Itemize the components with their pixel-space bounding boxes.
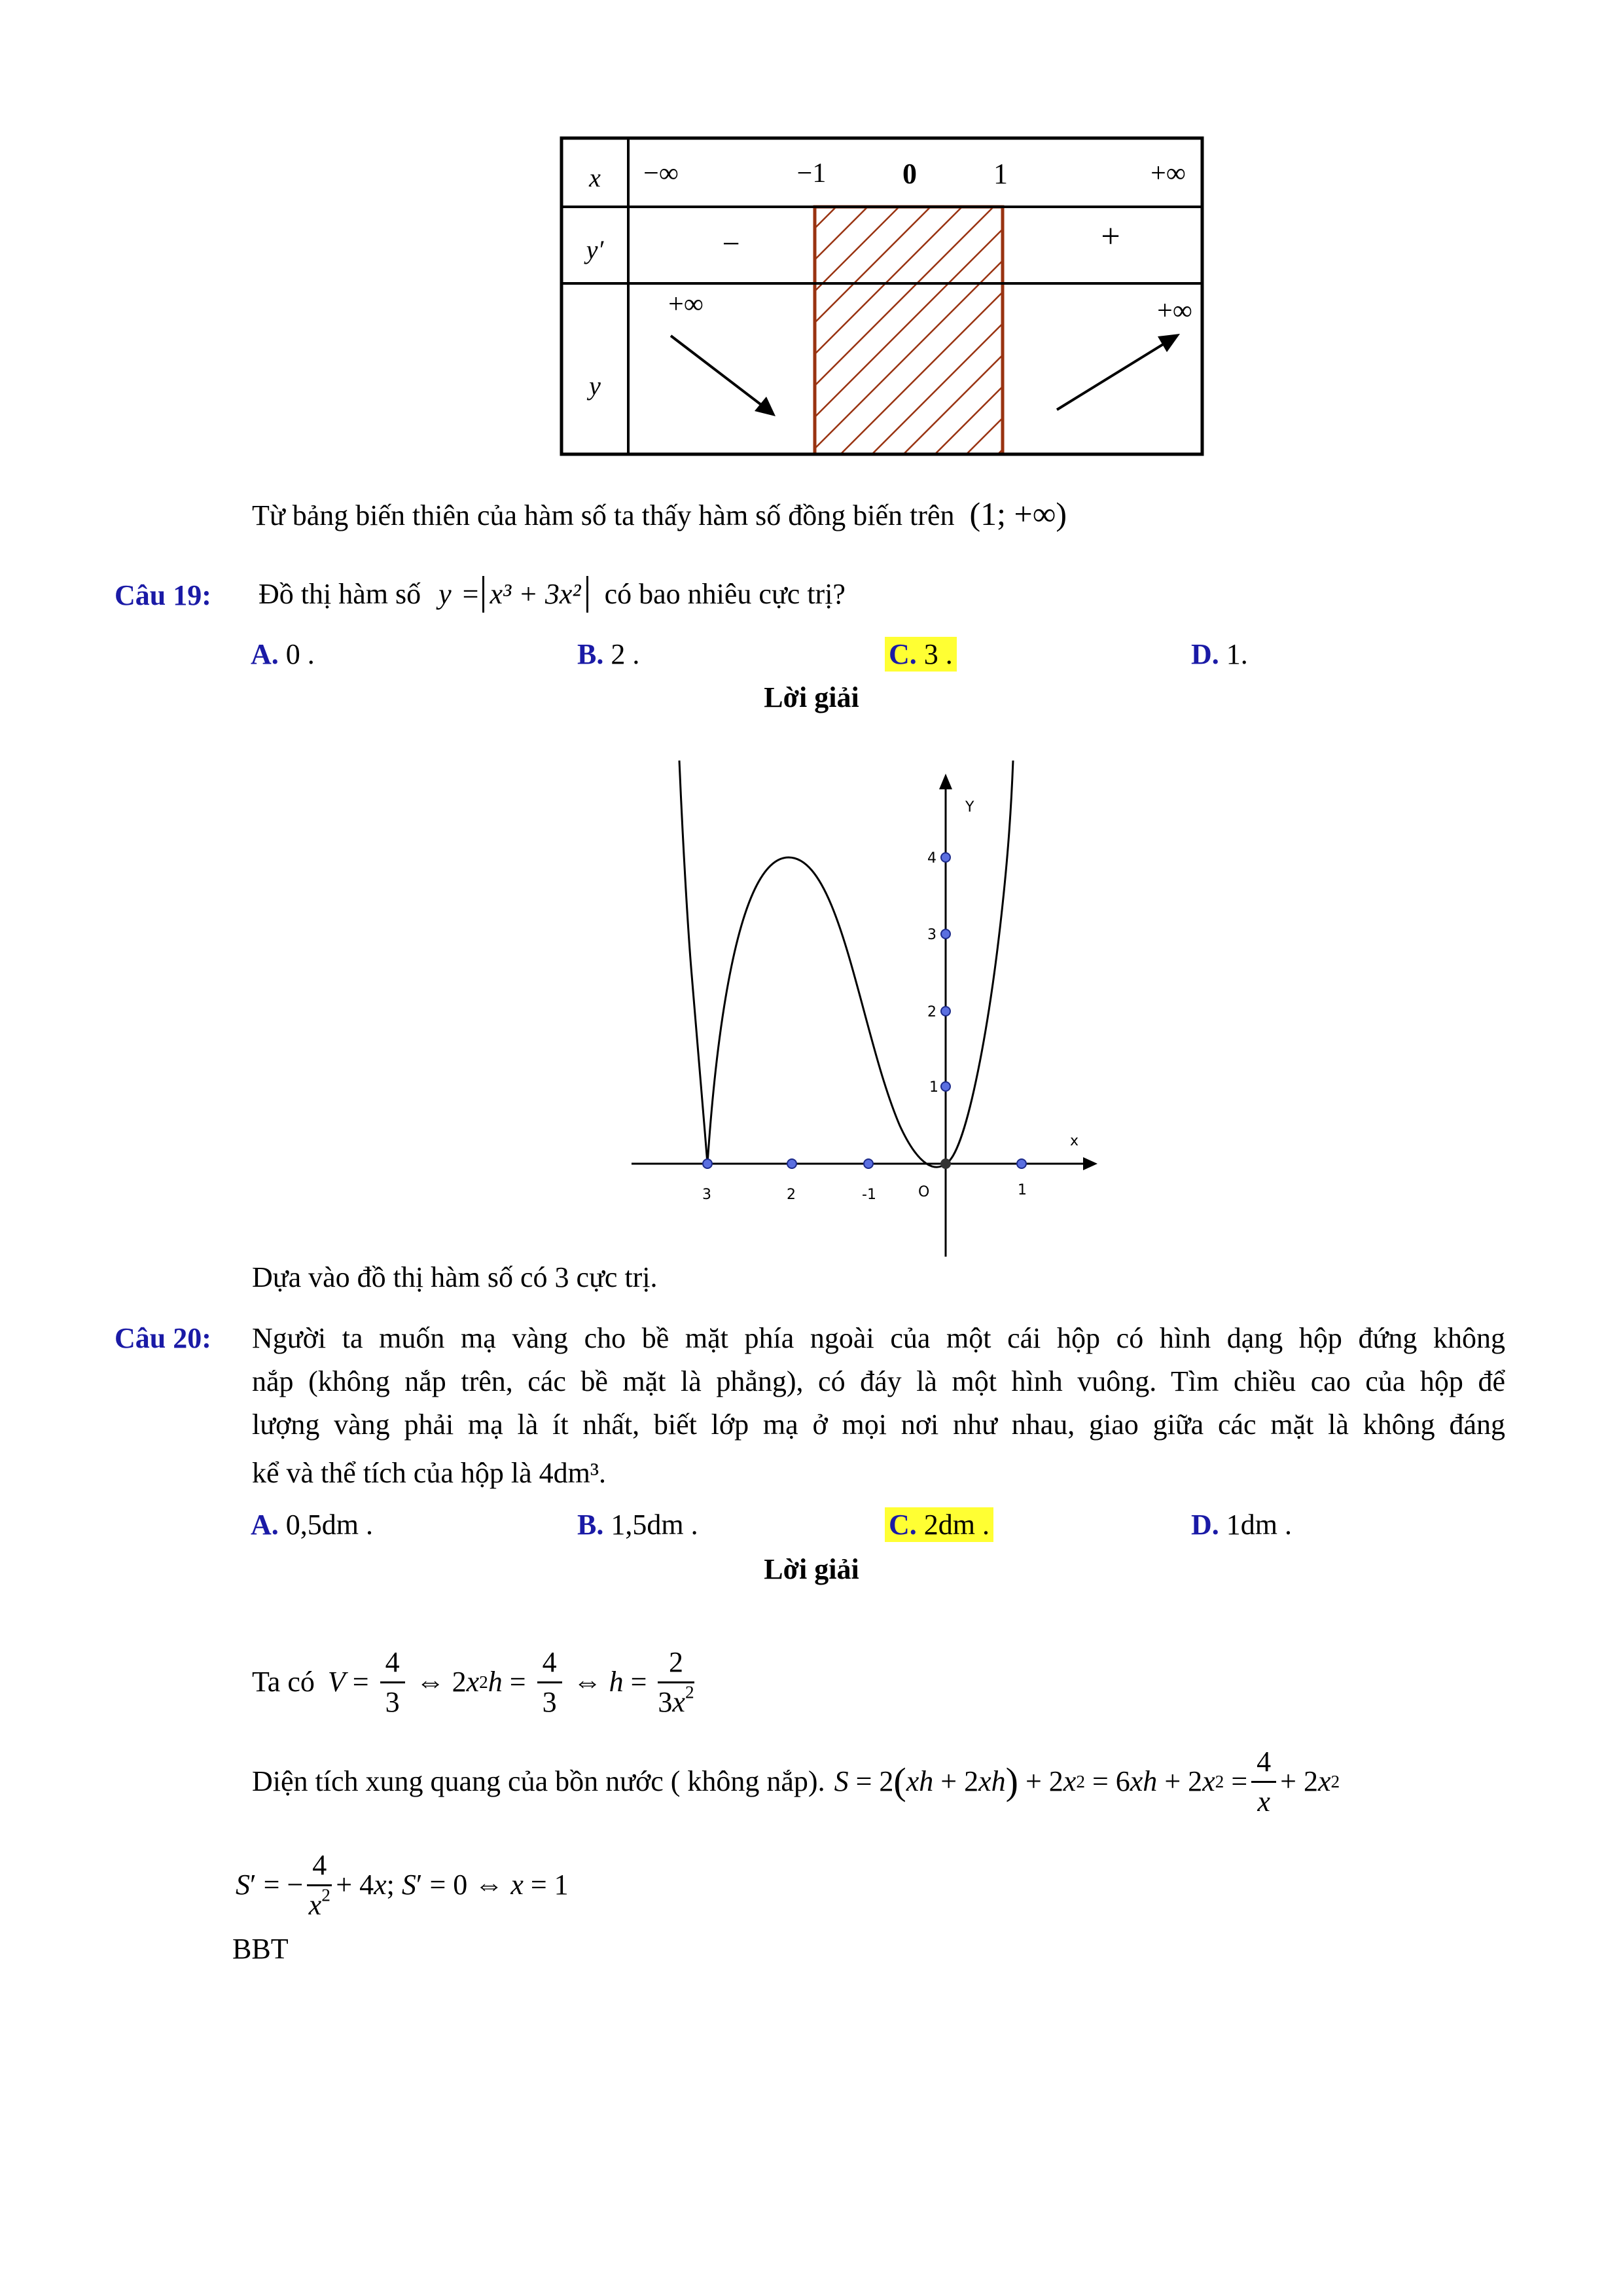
question-19-text: Đồ thị hàm số y = x³ + 3x² có bao nhiêu cực trị?: [259, 575, 846, 614]
y-value: +∞: [1157, 296, 1192, 326]
y-tick-point: [941, 1082, 950, 1091]
option-d[interactable]: D. 1dm .: [1191, 1509, 1293, 1541]
y-tick-label: 2: [927, 1004, 936, 1020]
x-tick-point: [787, 1159, 796, 1168]
solution-step-1: Ta có V = $\frac{4}{3}$ ⇔ 2 x 2 h = $\frac{4}{3}$ ⇔ h = $\frac{2}{3x^2}$: [252, 1636, 698, 1728]
option-c-correct[interactable]: C. 3 .: [885, 635, 957, 674]
solution-step-2: Diện tích xung quang của bồn nước ( không nắp). S = 2 ( xh + 2 xh ) + 2 x 2 = 6 xh + 2 x 2 = $\frac{4}{x}$ + 2 x 2: [252, 1736, 1340, 1827]
x-tick-label: 1: [1018, 1182, 1027, 1198]
x-tick-label: 2: [787, 1187, 796, 1203]
interval: (1; +∞): [969, 495, 1067, 532]
solution-title: Lời giải: [764, 681, 859, 713]
undefined-region-hatch: [815, 207, 1003, 454]
x-value: 0: [902, 158, 917, 190]
x-value: −1: [796, 158, 827, 188]
x-tick-label: 3: [702, 1187, 711, 1203]
x-value: −∞: [643, 158, 679, 188]
x-value: +∞: [1150, 158, 1186, 188]
row-label-x: x: [589, 163, 601, 192]
yprime-sign: +: [1101, 218, 1120, 255]
x-tick-label: O: [918, 1184, 930, 1200]
y-axis-label: Y: [965, 799, 974, 816]
y-value: +∞: [668, 289, 704, 319]
y-tick-label: 1: [929, 1079, 938, 1096]
y-tick-point: [941, 1007, 950, 1016]
x-tick-point: [864, 1159, 873, 1168]
option-c-correct[interactable]: C. 2dm .: [885, 1505, 993, 1545]
function-graph: [632, 759, 1103, 1257]
increasing-arrow: [1057, 340, 1169, 410]
y-tick-label: 4: [927, 850, 936, 867]
x-tick-point: [1017, 1159, 1026, 1168]
origin-point: [940, 1158, 951, 1169]
decreasing-arrow: [671, 336, 768, 410]
y-tick-label: 3: [927, 927, 936, 943]
question-20-text: Người ta muốn mạ vàng cho bề mặt phía ngoài của một cái hộp có hình dạng hộp đứng không nắp (không nắp trên, các bề mặt là phẳng), có đáy là một hình vuông. Tìm chiều cao của hộp để lượng vàng phải mạ là ít nhất, biết lớp mạ ở mọi nơi như nhau, giao giữa các mặt là không đáng kể và thể tích của hộp là 4dm³.: [252, 1322, 1505, 1489]
y-tick-point: [941, 853, 950, 862]
graph-curve: [679, 761, 1013, 1167]
variation-table: [560, 136, 1204, 457]
abs-formula: x³ + 3x²: [482, 576, 588, 613]
option-d[interactable]: D. 1.: [1191, 638, 1248, 670]
option-b[interactable]: B. 2 .: [577, 638, 640, 670]
solution-step-3: S ′ = − $\frac{4}{x^2}$ + 4 x ; S ′ = 0 ⇔ x = 1: [236, 1839, 569, 1931]
solution-title: Lời giải: [764, 1553, 859, 1585]
x-tick-label: -1: [862, 1187, 876, 1203]
conclusion-text: Từ bảng biến thiên của hàm số ta thấy hàm số đồng biến trên (1; +∞): [252, 495, 1067, 532]
y-tick-point: [941, 929, 950, 939]
option-a[interactable]: A. 0,5dm .: [251, 1509, 374, 1541]
row-label-y: y: [589, 371, 601, 401]
x-axis-label: x: [1070, 1133, 1079, 1149]
x-tick-point: [703, 1159, 712, 1168]
q19-conclusion: Dựa vào đồ thị hàm số có 3 cực trị.: [252, 1261, 658, 1293]
option-a[interactable]: A. 0 .: [251, 638, 315, 670]
bbt-label: BBT: [232, 1933, 289, 1965]
yprime-sign: −: [722, 226, 740, 261]
option-b[interactable]: B. 1,5dm .: [577, 1509, 698, 1541]
question-19-label: Câu 19:: [115, 579, 211, 611]
x-value: 1: [993, 158, 1008, 190]
row-label-yprime: y′: [586, 235, 604, 264]
question-20-label: Câu 20:: [115, 1322, 211, 1354]
